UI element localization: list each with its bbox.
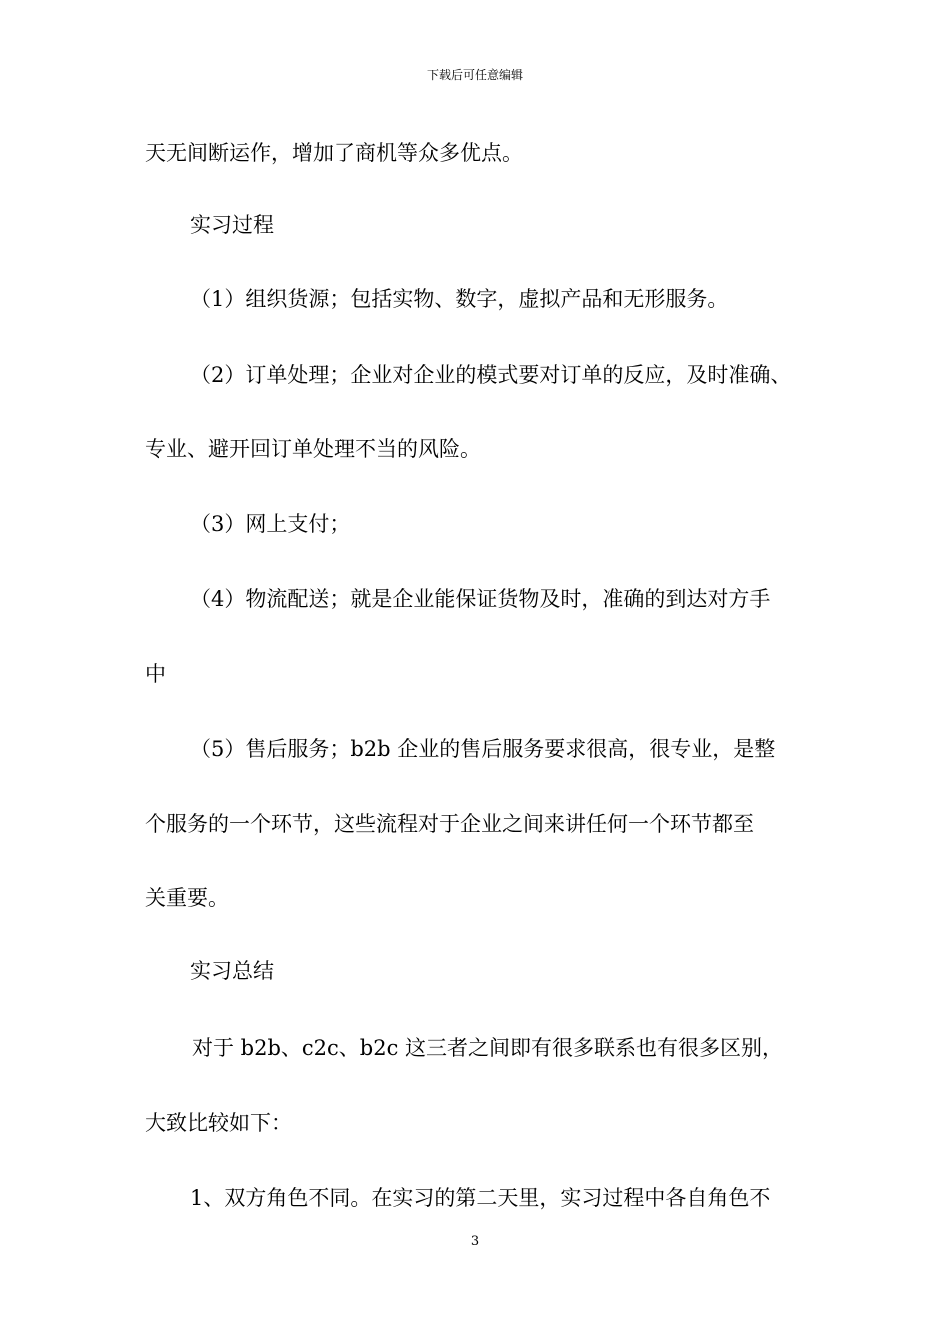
- body-line-1: 天无间断运作，增加了商机等众多优点。: [145, 141, 523, 165]
- heading-internship-process: 实习过程: [190, 213, 274, 237]
- body-line-14: 大致比较如下：: [145, 1111, 292, 1135]
- body-line-6: （3）网上支付；: [190, 512, 351, 536]
- body-line-7: （4）物流配送；就是企业能保证货物及时，准确的到达对方手: [190, 587, 771, 611]
- body-line-4: （2）订单处理；企业对企业的模式要对订单的反应，及时准确、: [190, 363, 792, 387]
- body-line-13: 对于 b2b、c2c、b2c 这三者之间即有很多联系也有很多区别，: [192, 1036, 784, 1060]
- body-line-10: 个服务的一个环节，这些流程对于企业之间来讲任何一个环节都至: [145, 812, 754, 836]
- body-line-11: 关重要。: [145, 886, 229, 910]
- heading-internship-summary: 实习总结: [190, 959, 274, 983]
- body-line-3: （1）组织货源；包括实物、数字，虚拟产品和无形服务。: [190, 287, 729, 311]
- body-line-5: 专业、避开回订单处理不当的风险。: [145, 437, 481, 461]
- body-line-9: （5）售后服务；b2b 企业的售后服务要求很高，很专业，是整: [190, 737, 776, 761]
- body-line-15: 1、双方角色不同。在实习的第二天里，实习过程中各自角色不: [190, 1186, 771, 1210]
- body-line-8: 中: [145, 662, 166, 686]
- page-number: 3: [470, 1234, 480, 1249]
- page-header: 下载后可任意编辑: [426, 68, 523, 82]
